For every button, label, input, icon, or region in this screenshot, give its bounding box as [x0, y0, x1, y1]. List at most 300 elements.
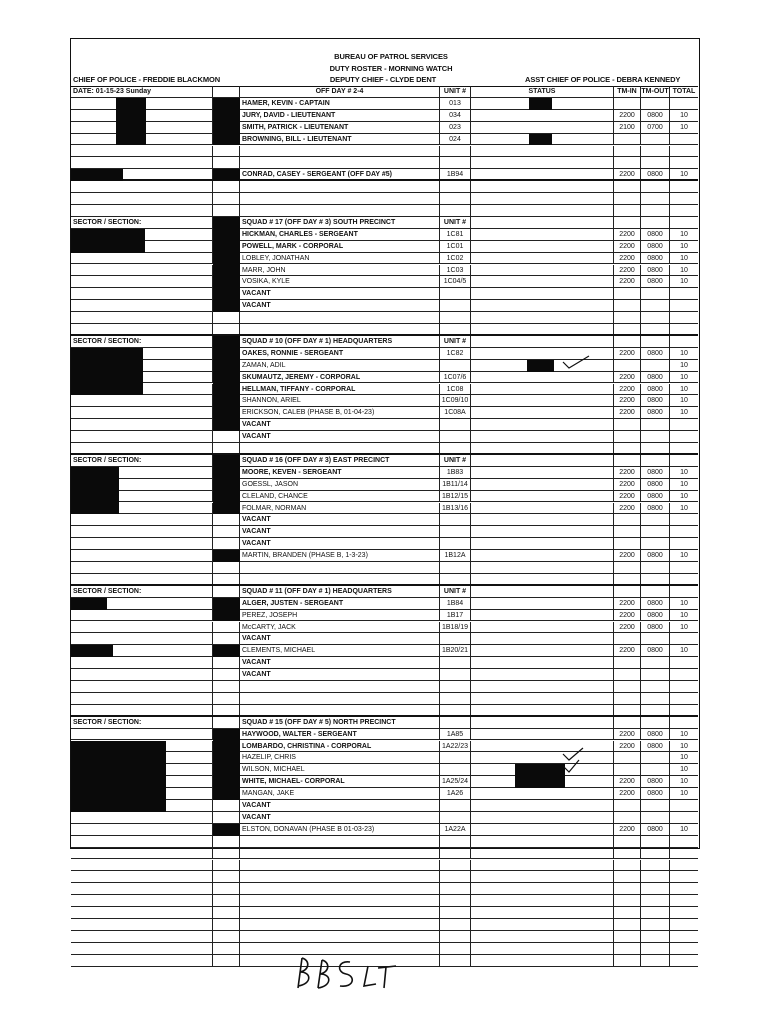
unit-number: UNIT #: [440, 455, 471, 466]
total-hours: [670, 860, 698, 871]
time-in: [614, 181, 641, 192]
total-hours: [670, 895, 698, 906]
officer-name: CLEMENTS, MICHAEL: [240, 645, 440, 656]
total-hours: [670, 562, 698, 573]
total-hours: [670, 693, 698, 704]
table-row: [71, 265, 698, 277]
officer-name: HICKMAN, CHARLES - SERGEANT: [240, 229, 440, 240]
unit-number: 1B18/19: [440, 622, 471, 633]
empty-cell: [213, 146, 240, 157]
empty-cell: [471, 491, 614, 502]
officer-name: VACANT: [240, 657, 440, 668]
empty-cell: [71, 288, 213, 299]
unit-number: 1A22A: [440, 824, 471, 835]
time-out: 0800: [641, 622, 670, 633]
empty-cell: [471, 169, 614, 179]
empty-cell: [71, 836, 213, 847]
total-hours: [670, 871, 698, 882]
empty-cell: [213, 157, 240, 168]
officer-name: VACANT: [240, 538, 440, 549]
time-in: [614, 895, 641, 906]
empty-cell: [71, 860, 213, 871]
time-in: [614, 514, 641, 525]
total-hours: [670, 633, 698, 644]
officer-name: [240, 907, 440, 918]
total-hours: [670, 883, 698, 894]
time-in: [614, 848, 641, 859]
time-in: [614, 752, 641, 763]
table-row: [71, 574, 698, 586]
time-out: [641, 336, 670, 347]
time-out: [641, 800, 670, 811]
table-row: [71, 919, 698, 931]
redaction-block: [213, 729, 240, 800]
empty-cell: [71, 729, 213, 740]
table-row: [71, 98, 698, 110]
total-hours: 10: [680, 504, 688, 512]
empty-cell: [471, 217, 614, 228]
time-in: [614, 812, 641, 823]
time-in: 2200: [614, 610, 641, 621]
total-hours: [670, 193, 698, 204]
officer-name: SQUAD # 11 (OFF DAY # 1) HEADQUARTERS: [240, 586, 440, 597]
time-out: [641, 312, 670, 323]
empty-cell: [471, 467, 614, 478]
time-in: [614, 134, 641, 145]
time-in: [614, 871, 641, 882]
table-row: [71, 467, 698, 479]
unit-number: 024: [440, 134, 471, 145]
time-in: 2200: [614, 479, 641, 490]
empty-cell: [213, 860, 240, 871]
empty-cell: [213, 812, 240, 823]
table-row: [71, 907, 698, 919]
total-hours: 10: [680, 111, 688, 119]
total-hours: [670, 455, 698, 466]
time-out: [641, 514, 670, 525]
check-mark-icon: [561, 758, 581, 774]
table-row: [71, 300, 698, 312]
title-line-1: BUREAU OF PATROL SERVICES: [334, 52, 448, 61]
table-row: [71, 157, 698, 169]
total-hours: 10: [680, 361, 688, 369]
time-out: [641, 157, 670, 168]
officer-name: WHITE, MICHAEL- CORPORAL: [240, 776, 440, 787]
time-in: 2200: [614, 265, 641, 276]
time-in: 2200: [614, 276, 641, 287]
sector-section-label: SECTOR / SECTION:: [71, 336, 213, 347]
time-out: 0800: [641, 253, 670, 264]
empty-cell: [71, 931, 213, 942]
time-out: 0800: [641, 645, 670, 656]
empty-cell: [213, 312, 240, 323]
signature: [280, 950, 400, 1000]
unit-number: [440, 443, 471, 453]
table-row: [71, 693, 698, 705]
empty-cell: [213, 931, 240, 942]
unit-number: [440, 693, 471, 704]
total-hours: [670, 300, 698, 311]
unit-number: 1B83: [440, 467, 471, 478]
officer-name: BROWNING, BILL - LIEUTENANT: [240, 134, 440, 145]
officer-name: ZAMAN, ADIL: [240, 360, 440, 371]
total-hours: 10: [680, 278, 688, 286]
empty-cell: [471, 455, 614, 466]
table-row: [71, 931, 698, 943]
officer-name: VACANT: [240, 514, 440, 525]
total-hours: 10: [680, 742, 688, 750]
empty-cell: [471, 907, 614, 918]
empty-cell: [471, 824, 614, 835]
officer-name: SQUAD # 15 (OFF DAY # 5) NORTH PRECINCT: [240, 717, 440, 728]
sector-section-label: SECTOR / SECTION:: [71, 586, 213, 597]
empty-cell: [71, 324, 213, 334]
table-row: [71, 134, 698, 146]
unit-number: 034: [440, 110, 471, 121]
empty-cell: [471, 729, 614, 740]
time-out: [641, 217, 670, 228]
table-row: [71, 419, 698, 431]
unit-number: 1C08: [440, 384, 471, 395]
empty-cell: [71, 812, 213, 823]
time-in: [614, 633, 641, 644]
officer-name: ERICKSON, CALEB (PHASE B, 01-04-23): [240, 407, 440, 418]
unit-number: [440, 836, 471, 847]
empty-cell: [471, 503, 614, 514]
empty-cell: [71, 300, 213, 311]
time-in: [614, 419, 641, 430]
officer-name: SHANNON, ARIEL: [240, 395, 440, 406]
table-row: [71, 550, 698, 562]
empty-cell: [213, 871, 240, 882]
empty-cell: [71, 681, 213, 692]
time-in: [614, 681, 641, 692]
total-hours: 10: [680, 230, 688, 238]
unit-number: [440, 562, 471, 573]
officer-name: [240, 693, 440, 704]
table-row: [71, 705, 698, 717]
empty-cell: [471, 669, 614, 680]
unit-number: [440, 193, 471, 204]
time-in: [614, 943, 641, 954]
table-row: [71, 241, 698, 253]
time-out: [641, 455, 670, 466]
empty-cell: [71, 848, 213, 859]
empty-cell: [471, 241, 614, 252]
officer-name: [240, 205, 440, 216]
officer-name: [240, 562, 440, 573]
unit-number: 1B17: [440, 610, 471, 621]
empty-cell: [213, 193, 240, 204]
officer-name: GOESSL, JASON: [240, 479, 440, 490]
asst-chief: ASST CHIEF OF POLICE - DEBRA KENNEDY: [525, 75, 681, 84]
empty-cell: [471, 526, 614, 537]
total-hours: [670, 717, 698, 728]
unit-number: [440, 883, 471, 894]
time-out: [641, 633, 670, 644]
redaction-block: [213, 824, 240, 836]
time-in: [614, 324, 641, 334]
redaction-block: [213, 455, 240, 515]
unit-number: 1C09/10: [440, 395, 471, 406]
empty-cell: [71, 253, 213, 264]
empty-cell: [471, 276, 614, 287]
empty-cell: [213, 895, 240, 906]
officer-name: [240, 836, 440, 847]
time-in: 2200: [614, 503, 641, 514]
time-out: [641, 205, 670, 216]
unit-number: 1B94: [440, 169, 471, 179]
time-in: [614, 931, 641, 942]
empty-cell: [471, 836, 614, 847]
time-in: 2200: [614, 467, 641, 478]
unit-number: [440, 574, 471, 584]
total-hours: 10: [680, 385, 688, 393]
empty-cell: [213, 717, 240, 728]
empty-cell: [71, 574, 213, 584]
table-row: [71, 562, 698, 574]
sector-section-label: SECTOR / SECTION:: [71, 455, 213, 466]
table-row: [71, 633, 698, 645]
total-hours: 10: [680, 492, 688, 500]
empty-cell: [471, 860, 614, 871]
empty-cell: [71, 562, 213, 573]
time-in: [614, 693, 641, 704]
time-in: 2200: [614, 550, 641, 561]
empty-cell: [471, 562, 614, 573]
time-out: [641, 134, 670, 145]
empty-cell: [213, 586, 240, 597]
total-hours: [670, 919, 698, 930]
table-row: [71, 681, 698, 693]
empty-cell: [71, 443, 213, 453]
empty-cell: [471, 788, 614, 799]
officer-name: SMITH, PATRICK - LIEUTENANT: [240, 122, 440, 133]
officer-name: VOSIKA, KYLE: [240, 276, 440, 287]
empty-cell: [213, 181, 240, 192]
total-hours: [670, 836, 698, 847]
unit-number: [440, 669, 471, 680]
empty-cell: [471, 705, 614, 715]
table-row: [71, 717, 698, 729]
officer-name: VACANT: [240, 300, 440, 311]
officer-name: LOBLEY, JONATHAN: [240, 253, 440, 264]
empty-cell: [71, 919, 213, 930]
time-in: 2200: [614, 110, 641, 121]
table-row: [71, 669, 698, 681]
officer-name: McCARTY, JACK: [240, 622, 440, 633]
empty-cell: [71, 633, 213, 644]
officer-name: OAKES, RONNIE - SERGEANT: [240, 348, 440, 359]
officer-name: MARTIN, BRANDEN (PHASE B, 1-3-23): [240, 550, 440, 561]
officer-name: [240, 871, 440, 882]
table-row: [71, 384, 698, 396]
redaction-block: [71, 645, 113, 657]
total-hours: [670, 514, 698, 525]
table-row: [71, 883, 698, 895]
total-hours: [670, 943, 698, 954]
unit-number: [440, 419, 471, 430]
total-hours: [670, 800, 698, 811]
officer-name: VACANT: [240, 526, 440, 537]
empty-cell: [71, 312, 213, 323]
time-in: 2200: [614, 241, 641, 252]
unit-number: [440, 705, 471, 715]
unit-number: 1C03: [440, 265, 471, 276]
time-in: [614, 431, 641, 442]
unit-number: 1C01: [440, 241, 471, 252]
empty-cell: [213, 883, 240, 894]
table-row: [71, 514, 698, 526]
time-out: [641, 848, 670, 859]
time-in: 2200: [614, 407, 641, 418]
empty-cell: [213, 622, 240, 633]
table-row: [71, 657, 698, 669]
empty-cell: [471, 538, 614, 549]
table-row: [71, 146, 698, 158]
duty-roster-sheet: [70, 38, 700, 849]
empty-cell: [471, 157, 614, 168]
officer-name: VACANT: [240, 800, 440, 811]
officer-name: VACANT: [240, 431, 440, 442]
officer-name: [240, 443, 440, 453]
empty-cell: [471, 431, 614, 442]
officer-name: SKUMAUTZ, JEREMY - CORPORAL: [240, 372, 440, 383]
time-out: 0800: [641, 729, 670, 740]
time-out: [641, 657, 670, 668]
empty-cell: [71, 419, 213, 430]
empty-cell: [471, 407, 614, 418]
total-hours: [670, 419, 698, 430]
officer-name: MANGAN, JAKE: [240, 788, 440, 799]
table-row: [71, 372, 698, 384]
total-hours: [670, 955, 698, 966]
time-out: [641, 943, 670, 954]
empty-cell: [471, 871, 614, 882]
unit-number: [440, 848, 471, 859]
table-row: [71, 276, 698, 288]
total-hours: [670, 931, 698, 942]
empty-cell: [471, 693, 614, 704]
officer-name: [240, 883, 440, 894]
officer-name: SQUAD # 10 (OFF DAY # 1) HEADQUARTERS: [240, 336, 440, 347]
time-out: [641, 836, 670, 847]
time-in: [614, 443, 641, 453]
empty-cell: [213, 86, 240, 97]
time-out: 0800: [641, 824, 670, 835]
empty-cell: [471, 336, 614, 347]
unit-number: [440, 633, 471, 644]
empty-cell: [71, 181, 213, 192]
total-hours: 10: [680, 766, 688, 774]
total-hours: [670, 157, 698, 168]
empty-cell: [213, 205, 240, 216]
empty-cell: [471, 895, 614, 906]
total-hours: [670, 669, 698, 680]
time-out: [641, 717, 670, 728]
unit-number: [440, 360, 471, 371]
check-mark-icon: [561, 354, 591, 370]
time-in: [614, 883, 641, 894]
unit-number: [440, 919, 471, 930]
time-out: [641, 895, 670, 906]
officer-name: [240, 848, 440, 859]
redaction-block: [527, 360, 554, 372]
time-in: 2200: [614, 229, 641, 240]
empty-cell: [71, 157, 213, 168]
table-row: [71, 229, 698, 241]
officer-name: LOMBARDO, CHRISTINA - CORPORAL: [240, 741, 440, 752]
empty-cell: [213, 526, 240, 537]
empty-cell: [471, 146, 614, 157]
empty-cell: [471, 395, 614, 406]
empty-cell: [71, 407, 213, 418]
empty-cell: [471, 312, 614, 323]
time-out: [641, 360, 670, 371]
time-in: [614, 717, 641, 728]
empty-cell: [71, 955, 213, 966]
unit-number: 1B84: [440, 598, 471, 609]
time-out: 0800: [641, 741, 670, 752]
empty-cell: [471, 657, 614, 668]
time-out: 0800: [641, 372, 670, 383]
empty-cell: [471, 181, 614, 192]
table-row: [71, 443, 698, 455]
officer-name: HELLMAN, TIFFANY - CORPORAL: [240, 384, 440, 395]
table-row: [71, 824, 698, 836]
table-row: [71, 455, 698, 467]
total-hours: [670, 134, 698, 145]
time-out: 0800: [641, 241, 670, 252]
time-out: [641, 300, 670, 311]
table-row: [71, 729, 698, 741]
unit-number: [440, 752, 471, 763]
empty-cell: [471, 229, 614, 240]
time-in: [614, 98, 641, 109]
time-in: [614, 300, 641, 311]
empty-cell: [213, 657, 240, 668]
officer-name: VACANT: [240, 419, 440, 430]
time-out: 0800: [641, 229, 670, 240]
redaction-block: [71, 598, 107, 610]
time-in: 2200: [614, 729, 641, 740]
empty-cell: [471, 265, 614, 276]
empty-cell: [213, 705, 240, 715]
empty-cell: [213, 681, 240, 692]
chief-of-police: CHIEF OF POLICE - FREDDIE BLACKMON: [73, 75, 221, 84]
empty-cell: [213, 324, 240, 334]
officer-name: [240, 681, 440, 692]
table-row: [71, 181, 698, 193]
officer-name: HAMER, KEVIN - CAPTAIN: [240, 98, 440, 109]
empty-cell: [471, 741, 614, 752]
table-row: [71, 110, 698, 122]
unit-number: [440, 657, 471, 668]
unit-number: [440, 157, 471, 168]
total-hours: [670, 288, 698, 299]
officer-name: PEREZ, JOSEPH: [240, 610, 440, 621]
table-row: [71, 848, 698, 860]
status-header: STATUS: [471, 86, 614, 97]
table-row: [71, 348, 698, 360]
time-out: 0800: [641, 503, 670, 514]
unit-number: [440, 181, 471, 192]
total-hours: 10: [680, 730, 688, 738]
time-out: 0800: [641, 550, 670, 561]
empty-cell: [471, 372, 614, 383]
empty-cell: [71, 265, 213, 276]
date-label: DATE: 01-15-23 Sunday: [71, 86, 213, 97]
